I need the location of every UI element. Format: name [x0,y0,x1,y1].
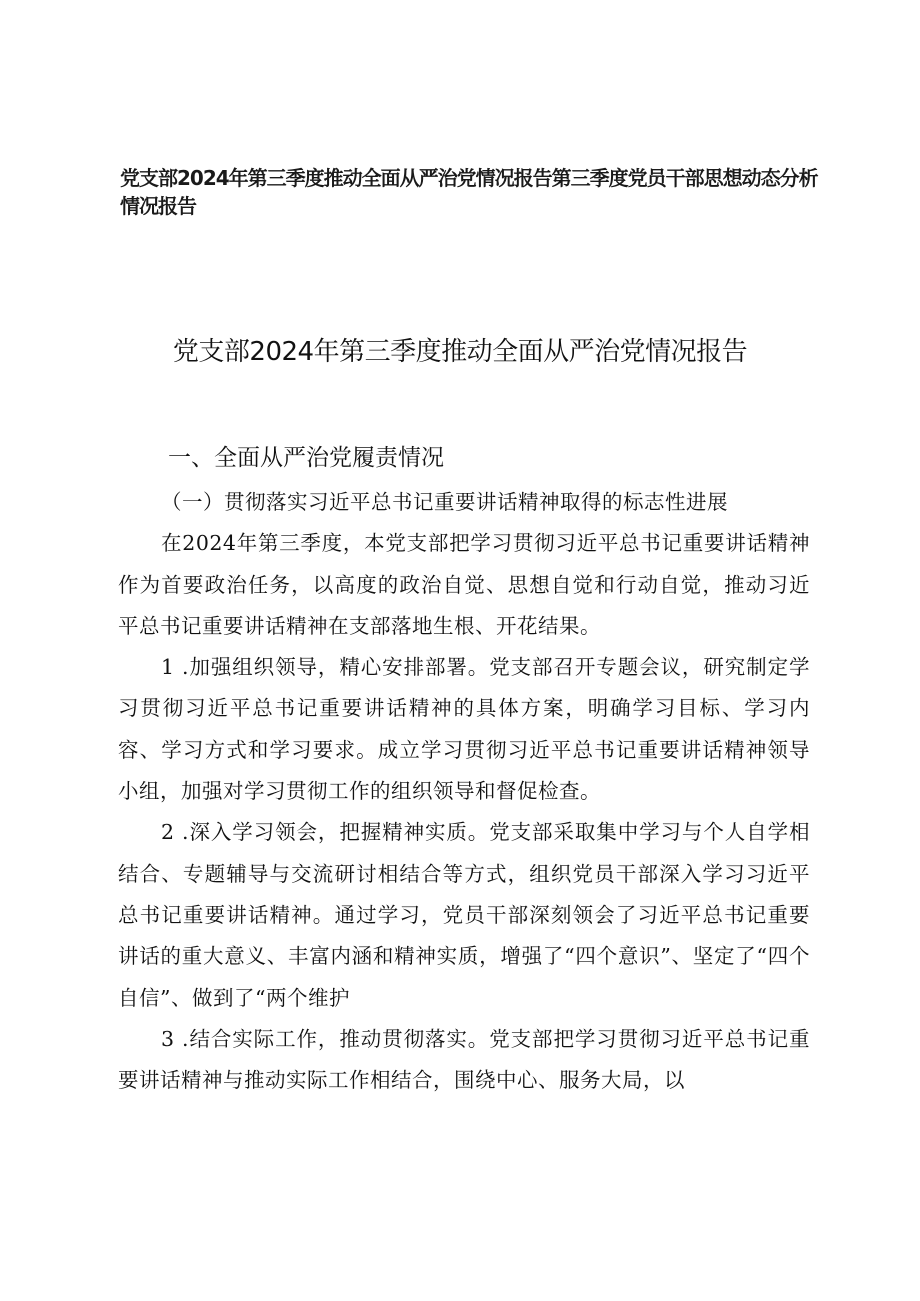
body-paragraph: 3 .结合实际工作，推动贯彻落实。党支部把学习贯彻习近平总书记重要讲话精神与推动实际工作相结合，围绕中心、服务大局，以 [118,1026,810,1093]
section-heading: 一、全面从严治党履责情况 [168,445,444,471]
document-title: 党支部2024年第三季度推动全面从严治党情况报告 [172,337,748,367]
body-paragraph: 1 .加强组织领导，精心安排部署。党支部召开专题会议，研究制定学习贯彻习近平总书记重要讲话精神的具体方案，明确学习目标、学习内容、学习方式和学习要求。成立学习贯彻习近平总书记重要讲话精神领导小组，加强对学习贯彻工作的组织领导和督促检查。 [118,655,810,804]
body-paragraph: 在2024年第三季度，本党支部把学习贯彻习近平总书记重要讲话精神作为首要政治任务，以高度的政治自觉、思想自觉和行动自觉，推动习近平总书记重要讲话精神在支部落地生根、开花结果。 [118,531,810,638]
body-paragraph: 2 .深入学习领会，把握精神实质。党支部采取集中学习与个人自学相结合、专题辅导与交流研讨相结合等方式，组织党员干部深入学习习近平总书记重要讲话精神。通过学习，党员干部深刻领会了习近平总书记重要讲话的重大意义、丰富内涵和精神实质，增强了“四个意识”、坚定了“四个自信”、做到了“两个维护 [118,820,810,1010]
document-header: 党支部2024年第三季度推动全面从严治党情况报告第三季度党员干部思想动态分析情况报告 [120,166,818,218]
subsection-heading: （一）贯彻落实习近平总书记重要讲话精神取得的标志性进展 [161,490,729,514]
document-body [118,482,810,1101]
